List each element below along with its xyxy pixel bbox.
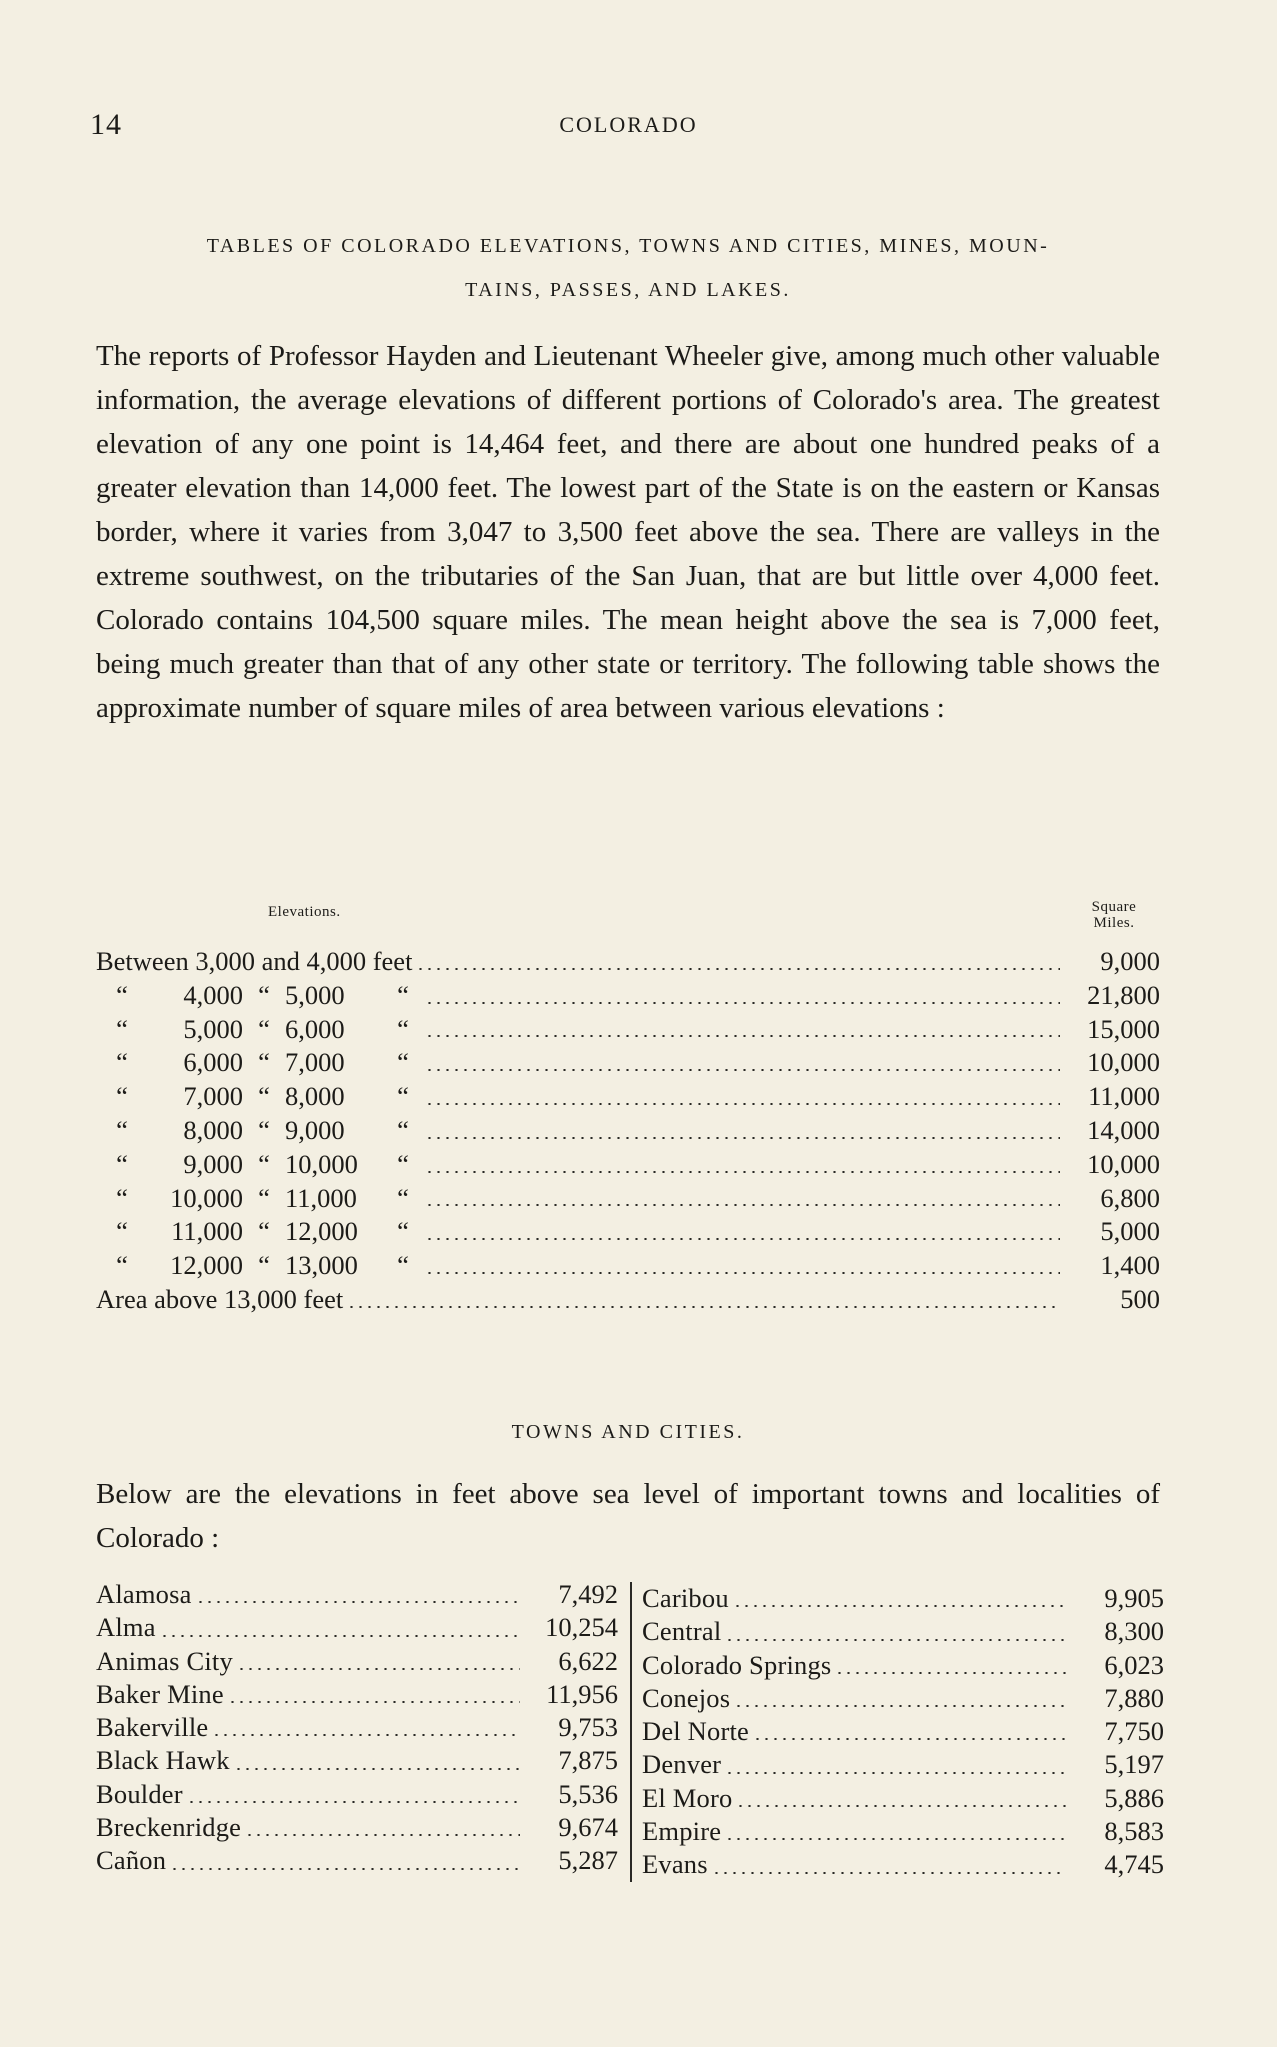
intro-paragraph: The reports of Professor Hayden and Lieutenant Wheeler give, among much other valuable information, the average elevations of different portions of Colorado's area. The greatest elevation of any one point is 14,464 feet, and there are about one hundred peaks of a greater elevation than 14,000 feet. The lowest part of the State is on the eastern or Kansas border, where it varies from 3,047 to 3,500 feet above the sea. There are valleys in the extreme southwest, on the tributaries of the San Juan, that are but little over 4,000 feet. Colorado contains 104,500 square miles. The mean height above the sea is 7,000 feet, being much greater than that of any other state or territory. The following table shows the approximate number of square miles of area between various elevations : xyxy=(96,340,1160,724)
town-name: Central xyxy=(642,1616,722,1647)
town-elevation: 4,745 xyxy=(1104,1849,1164,1880)
list-item xyxy=(642,1649,1164,1682)
towns-intro-paragraph: Below are the elevations in feet above sea level of important towns and localities of Colorado : xyxy=(96,1478,1160,1554)
dot-leader xyxy=(736,1805,1066,1807)
ditto-mark: “ xyxy=(397,1148,409,1179)
table-row xyxy=(96,1282,1160,1316)
ditto-mark: “ xyxy=(258,1081,270,1112)
list-item xyxy=(96,1811,618,1844)
dot-leader xyxy=(733,1605,1066,1607)
dot-leader xyxy=(425,1137,1060,1139)
column-divider xyxy=(630,1582,632,1882)
table-row xyxy=(96,978,1160,1012)
to-elevation: 7,000 xyxy=(285,1047,345,1078)
town-elevation: 7,492 xyxy=(558,1579,618,1609)
running-head xyxy=(90,108,1167,144)
list-item xyxy=(96,1678,618,1711)
row-value: 10,000 xyxy=(1087,1047,1160,1078)
ditto-mark: “ xyxy=(397,1013,409,1044)
ditto-mark: “ xyxy=(258,1114,270,1145)
from-elevation: 7,000 xyxy=(183,1081,243,1112)
row-value: 15,000 xyxy=(1087,1013,1160,1044)
row-value: 21,800 xyxy=(1087,979,1160,1010)
dot-leader xyxy=(228,1701,520,1703)
town-name: Boulder xyxy=(96,1778,183,1809)
ditto-mark: “ xyxy=(116,1216,128,1247)
page-number: 14 xyxy=(90,108,122,141)
dot-leader xyxy=(835,1672,1066,1674)
ditto-mark: “ xyxy=(258,1148,270,1179)
row-value: 11,000 xyxy=(1088,1081,1160,1112)
towns-list-left xyxy=(96,1578,618,1878)
dot-leader xyxy=(712,1872,1066,1874)
ditto-mark: “ xyxy=(258,1250,270,1281)
from-elevation: 5,000 xyxy=(183,1013,243,1044)
ditto-mark: “ xyxy=(258,1182,270,1213)
town-name: Bakerville xyxy=(96,1712,209,1743)
dot-leader xyxy=(725,1772,1066,1774)
from-elevation: 10,000 xyxy=(170,1182,243,1213)
ditto-mark: “ xyxy=(116,979,128,1010)
ditto-mark: “ xyxy=(258,1013,270,1044)
dot-leader xyxy=(160,1635,520,1637)
ditto-mark: “ xyxy=(116,1081,128,1112)
table-row xyxy=(96,1147,1160,1181)
town-elevation: 5,886 xyxy=(1104,1782,1164,1813)
dot-leader xyxy=(416,968,1060,970)
town-name: Baker Mine xyxy=(96,1678,224,1709)
list-item xyxy=(96,1611,618,1644)
row-label: Between 3,000 and 4,000 feet xyxy=(96,946,413,976)
town-name: Animas City xyxy=(96,1645,233,1676)
town-elevation: 11,956 xyxy=(546,1678,618,1709)
from-elevation: 12,000 xyxy=(170,1250,243,1281)
ditto-mark: “ xyxy=(397,1250,409,1281)
row-value: 6,800 xyxy=(1100,1182,1160,1213)
town-name: Evans xyxy=(642,1849,708,1880)
row-value: 14,000 xyxy=(1087,1114,1160,1145)
list-item xyxy=(96,1645,618,1678)
dot-leader xyxy=(196,1601,520,1603)
from-elevation: 9,000 xyxy=(183,1148,243,1179)
town-elevation: 8,583 xyxy=(1104,1816,1164,1847)
ditto-mark: “ xyxy=(258,1216,270,1247)
dot-leader xyxy=(347,1306,1060,1308)
row-value: 1,400 xyxy=(1100,1250,1160,1281)
elevation-table xyxy=(96,944,1160,1316)
ditto-mark: “ xyxy=(258,1047,270,1078)
town-elevation: 5,536 xyxy=(558,1778,618,1809)
ditto-mark: “ xyxy=(397,1182,409,1213)
town-name: Denver xyxy=(642,1749,722,1780)
town-elevation: 5,197 xyxy=(1104,1749,1164,1780)
dot-leader xyxy=(170,1868,520,1870)
column-label-elevations: Elevations. xyxy=(268,904,341,920)
dot-leader xyxy=(425,1103,1060,1105)
ditto-mark: “ xyxy=(116,1114,128,1145)
town-name: Conejos xyxy=(642,1682,731,1713)
ditto-mark: “ xyxy=(116,1182,128,1213)
list-item xyxy=(96,1578,618,1611)
row-value: 9,000 xyxy=(1100,946,1160,976)
table-row xyxy=(96,1012,1160,1046)
table-row xyxy=(96,1214,1160,1248)
row-value: 500 xyxy=(1120,1283,1160,1314)
town-elevation: 10,254 xyxy=(545,1612,618,1643)
list-item xyxy=(96,1778,618,1811)
row-value: 5,000 xyxy=(1100,1216,1160,1247)
table-row xyxy=(96,944,1160,978)
town-elevation: 6,023 xyxy=(1104,1649,1164,1680)
row-label: Area above 13,000 feet xyxy=(96,1283,344,1314)
town-elevation: 7,880 xyxy=(1104,1682,1164,1713)
ditto-mark: “ xyxy=(116,1250,128,1281)
dot-leader xyxy=(425,1069,1060,1071)
section-heading-towns: TOWNS AND CITIES. xyxy=(511,1421,745,1443)
list-item xyxy=(642,1682,1164,1715)
dot-leader xyxy=(234,1768,520,1770)
dot-leader xyxy=(725,1639,1066,1641)
heading-line: TABLES OF COLORADO ELEVATIONS, TOWNS AND CITIES, MINES, MOUN- xyxy=(206,235,1050,257)
town-elevation: 9,905 xyxy=(1104,1583,1164,1613)
ditto-mark: “ xyxy=(397,1114,409,1145)
to-elevation: 5,000 xyxy=(285,979,345,1010)
town-elevation: 9,753 xyxy=(558,1712,618,1743)
ditto-mark: “ xyxy=(397,1081,409,1112)
ditto-mark: “ xyxy=(116,1148,128,1179)
table-row xyxy=(96,1045,1160,1079)
dot-leader xyxy=(753,1738,1066,1740)
list-item xyxy=(96,1711,618,1744)
row-value: 10,000 xyxy=(1087,1148,1160,1179)
town-name: Colorado Springs xyxy=(642,1649,832,1680)
town-name: Caribou xyxy=(642,1583,729,1613)
table-row xyxy=(96,1113,1160,1147)
town-name: Del Norte xyxy=(642,1716,750,1747)
town-name: Alamosa xyxy=(96,1579,192,1609)
town-elevation: 7,750 xyxy=(1104,1716,1164,1747)
ditto-mark: “ xyxy=(258,979,270,1010)
dot-leader xyxy=(425,1171,1060,1173)
town-elevation: 5,287 xyxy=(558,1845,618,1876)
list-item xyxy=(96,1844,618,1877)
list-item xyxy=(642,1848,1164,1881)
table-row xyxy=(96,1248,1160,1282)
dot-leader xyxy=(425,1272,1060,1274)
dot-leader xyxy=(725,1838,1066,1840)
list-item xyxy=(642,1815,1164,1848)
from-elevation: 8,000 xyxy=(183,1114,243,1145)
town-name: Cañon xyxy=(96,1845,167,1876)
town-name: El Moro xyxy=(642,1782,733,1813)
heading-line: TAINS, PASSES, AND LAKES. xyxy=(465,279,791,301)
town-name: Alma xyxy=(96,1612,156,1643)
dot-leader xyxy=(425,1002,1060,1004)
column-label-miles: Miles. xyxy=(1093,915,1135,931)
towns-list-right xyxy=(642,1578,1164,1878)
to-elevation: 8,000 xyxy=(285,1081,345,1112)
ditto-mark: “ xyxy=(116,1047,128,1078)
town-elevation: 7,875 xyxy=(558,1745,618,1776)
town-name: Empire xyxy=(642,1816,722,1847)
dot-leader xyxy=(425,1035,1060,1037)
to-elevation: 11,000 xyxy=(285,1182,357,1213)
dot-leader xyxy=(734,1705,1066,1707)
town-elevation: 9,674 xyxy=(558,1812,618,1843)
dot-leader xyxy=(425,1204,1060,1206)
column-label-square: Square xyxy=(1091,899,1137,915)
table-row xyxy=(96,1181,1160,1215)
list-item xyxy=(96,1744,618,1777)
from-elevation: 4,000 xyxy=(183,979,243,1010)
ditto-mark: “ xyxy=(397,1047,409,1078)
dot-leader xyxy=(187,1801,520,1803)
list-item xyxy=(642,1748,1164,1781)
town-name: Black Hawk xyxy=(96,1745,230,1776)
from-elevation: 11,000 xyxy=(171,1216,243,1247)
running-title: COLORADO xyxy=(559,112,698,137)
to-elevation: 9,000 xyxy=(285,1114,345,1145)
town-elevation: 8,300 xyxy=(1104,1616,1164,1647)
town-name: Breckenridge xyxy=(96,1812,242,1843)
to-elevation: 12,000 xyxy=(285,1216,358,1247)
list-item xyxy=(642,1715,1164,1748)
dot-leader xyxy=(425,1238,1060,1240)
ditto-mark: “ xyxy=(116,1013,128,1044)
to-elevation: 10,000 xyxy=(285,1148,358,1179)
from-elevation: 6,000 xyxy=(183,1047,243,1078)
list-item xyxy=(642,1782,1164,1815)
to-elevation: 6,000 xyxy=(285,1013,345,1044)
list-item xyxy=(642,1582,1164,1615)
list-item xyxy=(642,1615,1164,1648)
column-label-square-miles xyxy=(1078,899,1150,931)
ditto-mark: “ xyxy=(397,1216,409,1247)
dot-leader xyxy=(237,1668,520,1670)
to-elevation: 13,000 xyxy=(285,1250,358,1281)
table-row xyxy=(96,1079,1160,1113)
section-heading-tables xyxy=(92,224,1164,312)
town-elevation: 6,622 xyxy=(558,1645,618,1676)
dot-leader xyxy=(212,1734,520,1736)
dot-leader xyxy=(245,1834,520,1836)
ditto-mark: “ xyxy=(397,979,409,1010)
